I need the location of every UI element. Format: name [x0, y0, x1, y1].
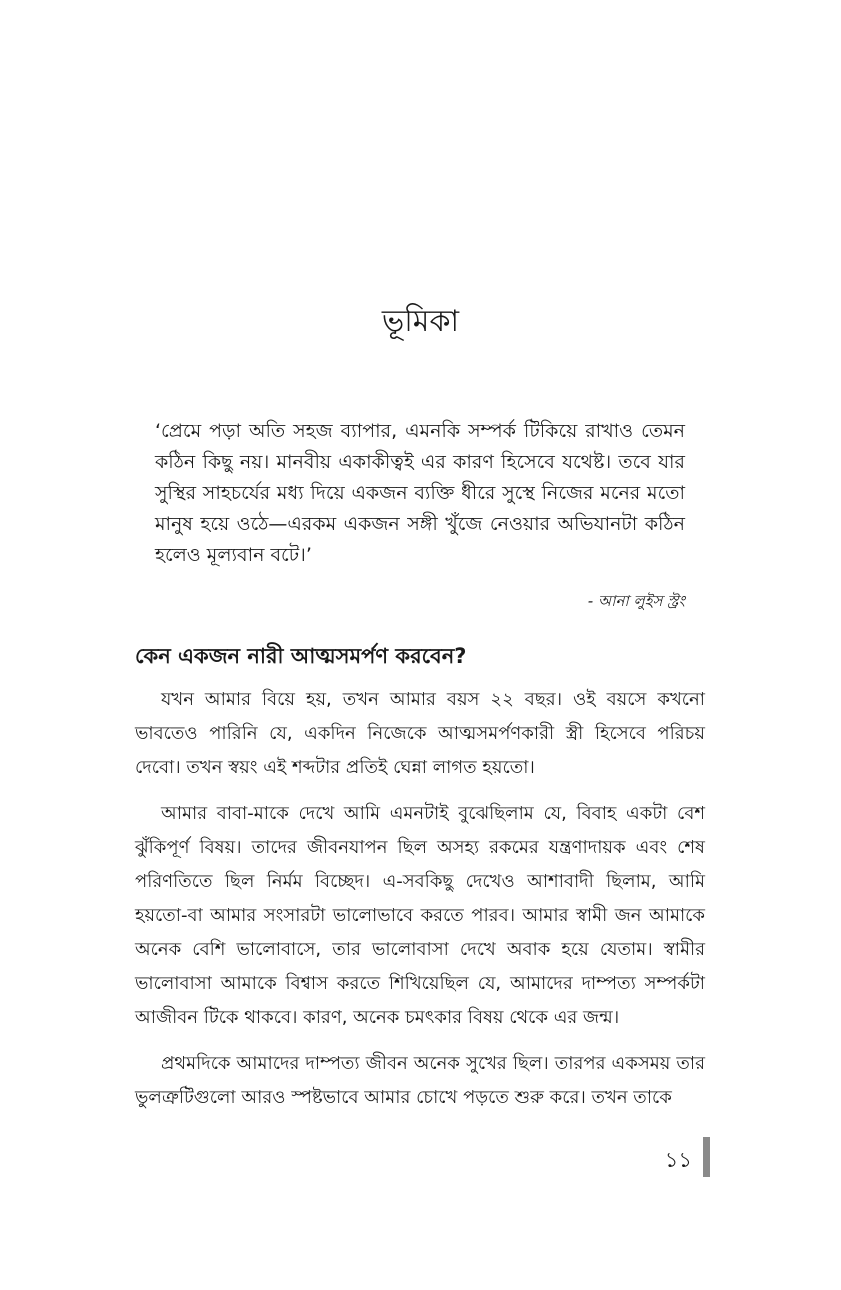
page-number: ১১ — [664, 1148, 692, 1172]
paragraph: যখন আমার বিয়ে হয়, তখন আমার বয়স ২২ বছর। ওই বয়সে কখনো ভাবতেও পারিনি যে, একদিন নিজেকে আত্মসমর্পণকারী স্ত্রী হিসেবে পরিচয় দেবো। তখন স্বয়ং এই শব্দটার প্রতিই ঘেন্না লাগত হয়তো। — [135, 689, 705, 778]
section-heading: কেন একজন নারী আত্মসমর্পণ করবেন? — [135, 644, 467, 668]
epigraph-quote: ‘প্রেমে পড়া অতি সহজ ব্যাপার, এমনকি সম্পর্ক টিকিয়ে রাখাও তেমন কঠিন কিছু নয়। মানবীয় একাকীত্বই এর কারণ হিসেবে যথেষ্ট। তবে যার সুস্থির সাহচর্যের মধ্য দিয়ে একজন ব্যক্তি ধীরে সুস্থে নিজের মনের মতো মানুষ হয়ে ওঠে—এরকম একজন সঙ্গী খুঁজে নেওয়ার অভিযানটা কঠিন হলেও মূল্যবান বটে।’ — [155, 420, 685, 566]
page-title: ভূমিকা — [381, 304, 460, 339]
epigraph-attribution: - আনা লুইস স্ট্রং — [587, 592, 685, 610]
paragraph: আমার বাবা-মাকে দেখে আমি এমনটাই বুঝেছিলাম যে, বিবাহ একটা বেশ ঝুঁকিপূর্ণ বিষয়। তাদের জীবনযাপন ছিল অসহ্য রকমের যন্ত্রণাদায়ক এবং শেষ পরিণতিতে ছিল নির্মম বিচ্ছেদ। এ-সবকিছু দেখেও আশাবাদী ছিলাম, আমি হয়তো-বা আমার সংসারটা ভালোভাবে করতে পারব। আমার স্বামী জন আমাকে অনেক বেশি ভালোবাসে, তার ভালোবাসা দেখে অবাক হয়ে যেতাম। স্বামীর ভালোবাসা আমাকে বিশ্বাস করতে শিখিয়েছিল যে, আমাদের দাম্পত্য সম্পর্কটা আজীবন টিকে থাকবে। কারণ, অনেক চমৎকার বিষয় থেকে এর জন্ম। — [135, 803, 705, 1028]
paragraph: প্রথমদিকে আমাদের দাম্পত্য জীবন অনেক সুখের ছিল। তারপর একসময় তার ভুলত্রুটিগুলো আরও স্পষ্টভাবে আমার চোখে পড়তে শুরু করে। তখন তাকে — [135, 1053, 705, 1108]
page-number-bar — [703, 1137, 710, 1177]
body-text — [135, 683, 705, 1127]
